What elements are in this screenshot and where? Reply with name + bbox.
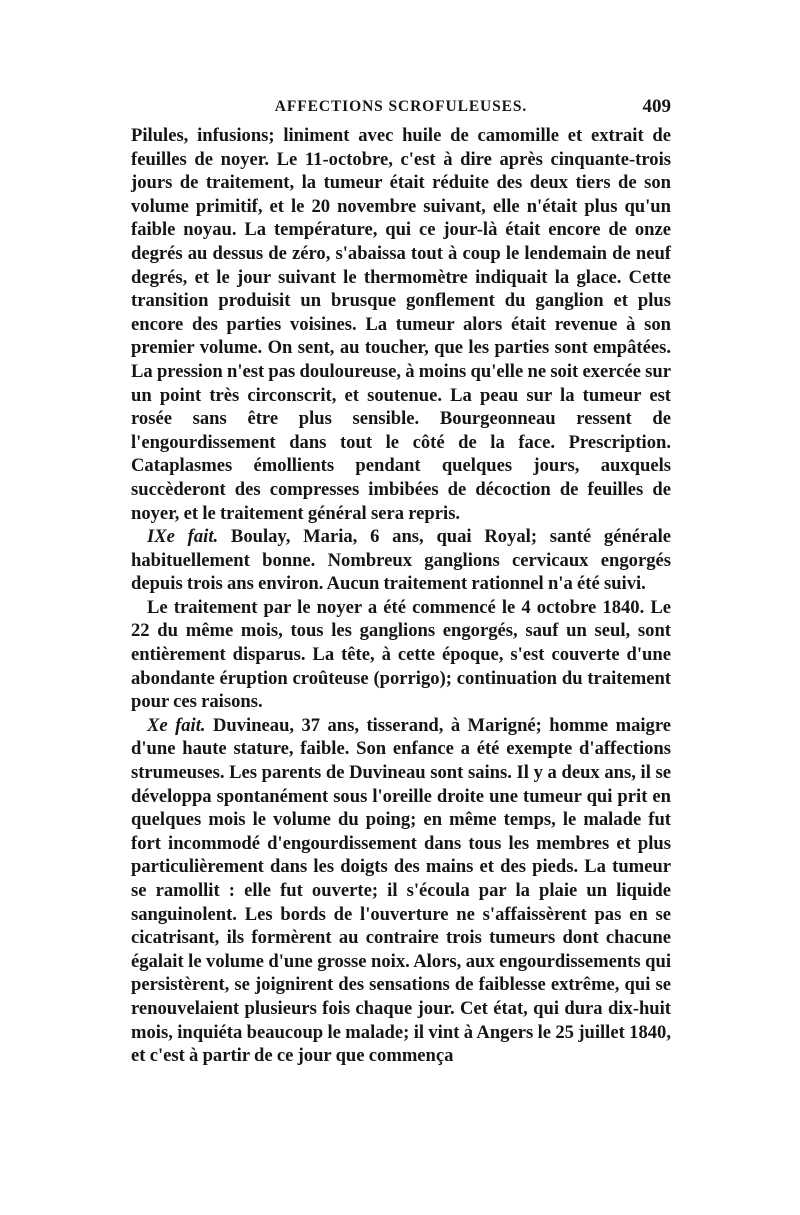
paragraph-text: Le traitement par le noyer a été commencé le 4 octobre 1840. Le 22 du même mois, tous les ganglions engorgés, sauf un seul, sont entièrement disparus. La tête, à cette époque, s'est couverte d'une abondante éruption croûteuse (porrigo); continuation du traitement pour ces raisons. <box>131 596 671 713</box>
paragraph-case-x <box>131 714 671 1068</box>
page-number: 409 <box>642 96 671 117</box>
paragraph-continuation <box>131 124 671 525</box>
paragraph-text: Boulay, Maria, 6 ans, quai Royal; santé générale habituellement bonne. Nombreux ganglions cervicaux engorgés depuis trois ans environ. Aucun traitement rationnel n'a été suivi. <box>131 526 672 595</box>
paragraph-text: Duvineau, 37 ans, tisserand, à Marigné; homme maigre d'une haute stature, faible. Son enfance a été exempte d'affections strumeuses. Les parents de Duvineau sont sains. Il y a deux ans, il se développa spontanément sous l'oreille droite une tumeur qui prit en quelques mois le volume du poing; en même temps, le malade fut fort incommodé d'engourdissement dans tous les membres et plus particulièrement dans les doigts des mains et des pieds. La tumeur se ramollit : elle fut ouverte; il s'écoula par la plaie un liquide sanguinolent. Les bords de l'ouverture ne s'affaissèrent pas en se cicatrisant, ils formèrent au contraire trois tumeurs dont chacune égalait le volume d'une grosse noix. Alors, aux engourdissements qui persistèrent, se joignirent des sensations de faiblesse extrême, qui se renouvelaient plusieurs fois chaque jour. Cet état, qui dura dix-huit mois, inquiéta beaucoup le malade; il vint à Angers le 25 juillet 1840, et c'est à partir de ce jour que commença <box>131 714 671 1067</box>
paragraph-case-ix <box>131 525 671 596</box>
running-header <box>131 96 671 124</box>
running-title: AFFECTIONS SCROFULEUSES. <box>274 98 528 115</box>
case-label: IXe fait. <box>147 526 219 548</box>
paragraph-treatment <box>131 596 671 714</box>
body-text <box>131 124 671 1068</box>
paragraph-text: Pilules, infusions; liniment avec huile de camomille et extrait de feuilles de noyer. Le 11-octobre, c'est à dire après cinquante-trois jours de traitement, la tumeur était réduite des deux tiers de son volume primitif, et le 20 novembre suivant, elle n'était plus qu'un faible noyau. La température, qui ce jour-là était encore de onze degrés au dessus de zéro, s'abaissa tout à coup le lendemain de neuf degrés, et le jour suivant le thermomètre indiquait la glace. Cette transition produisit un brusque gonflement du ganglion et plus encore des parties voisines. La tumeur alors était revenue à son premier volume. On sent, au toucher, que les parties sont empâtées. La pression n'est pas douloureuse, à moins qu'elle ne soit exercée sur un point très circonscrit, et soutenue. La peau sur la tumeur est rosée sans être plus sensible. Bourgeonneau ressent de l'engourdissement dans tout le côté de la face. Prescription. Cataplasmes émollients pendant quelques jours, auxquels succèderont des compresses imbibées de décoction de feuilles de noyer, et le traitement général sera repris. <box>131 125 672 524</box>
book-page <box>131 96 671 1068</box>
case-label: Xe fait. <box>147 714 206 736</box>
